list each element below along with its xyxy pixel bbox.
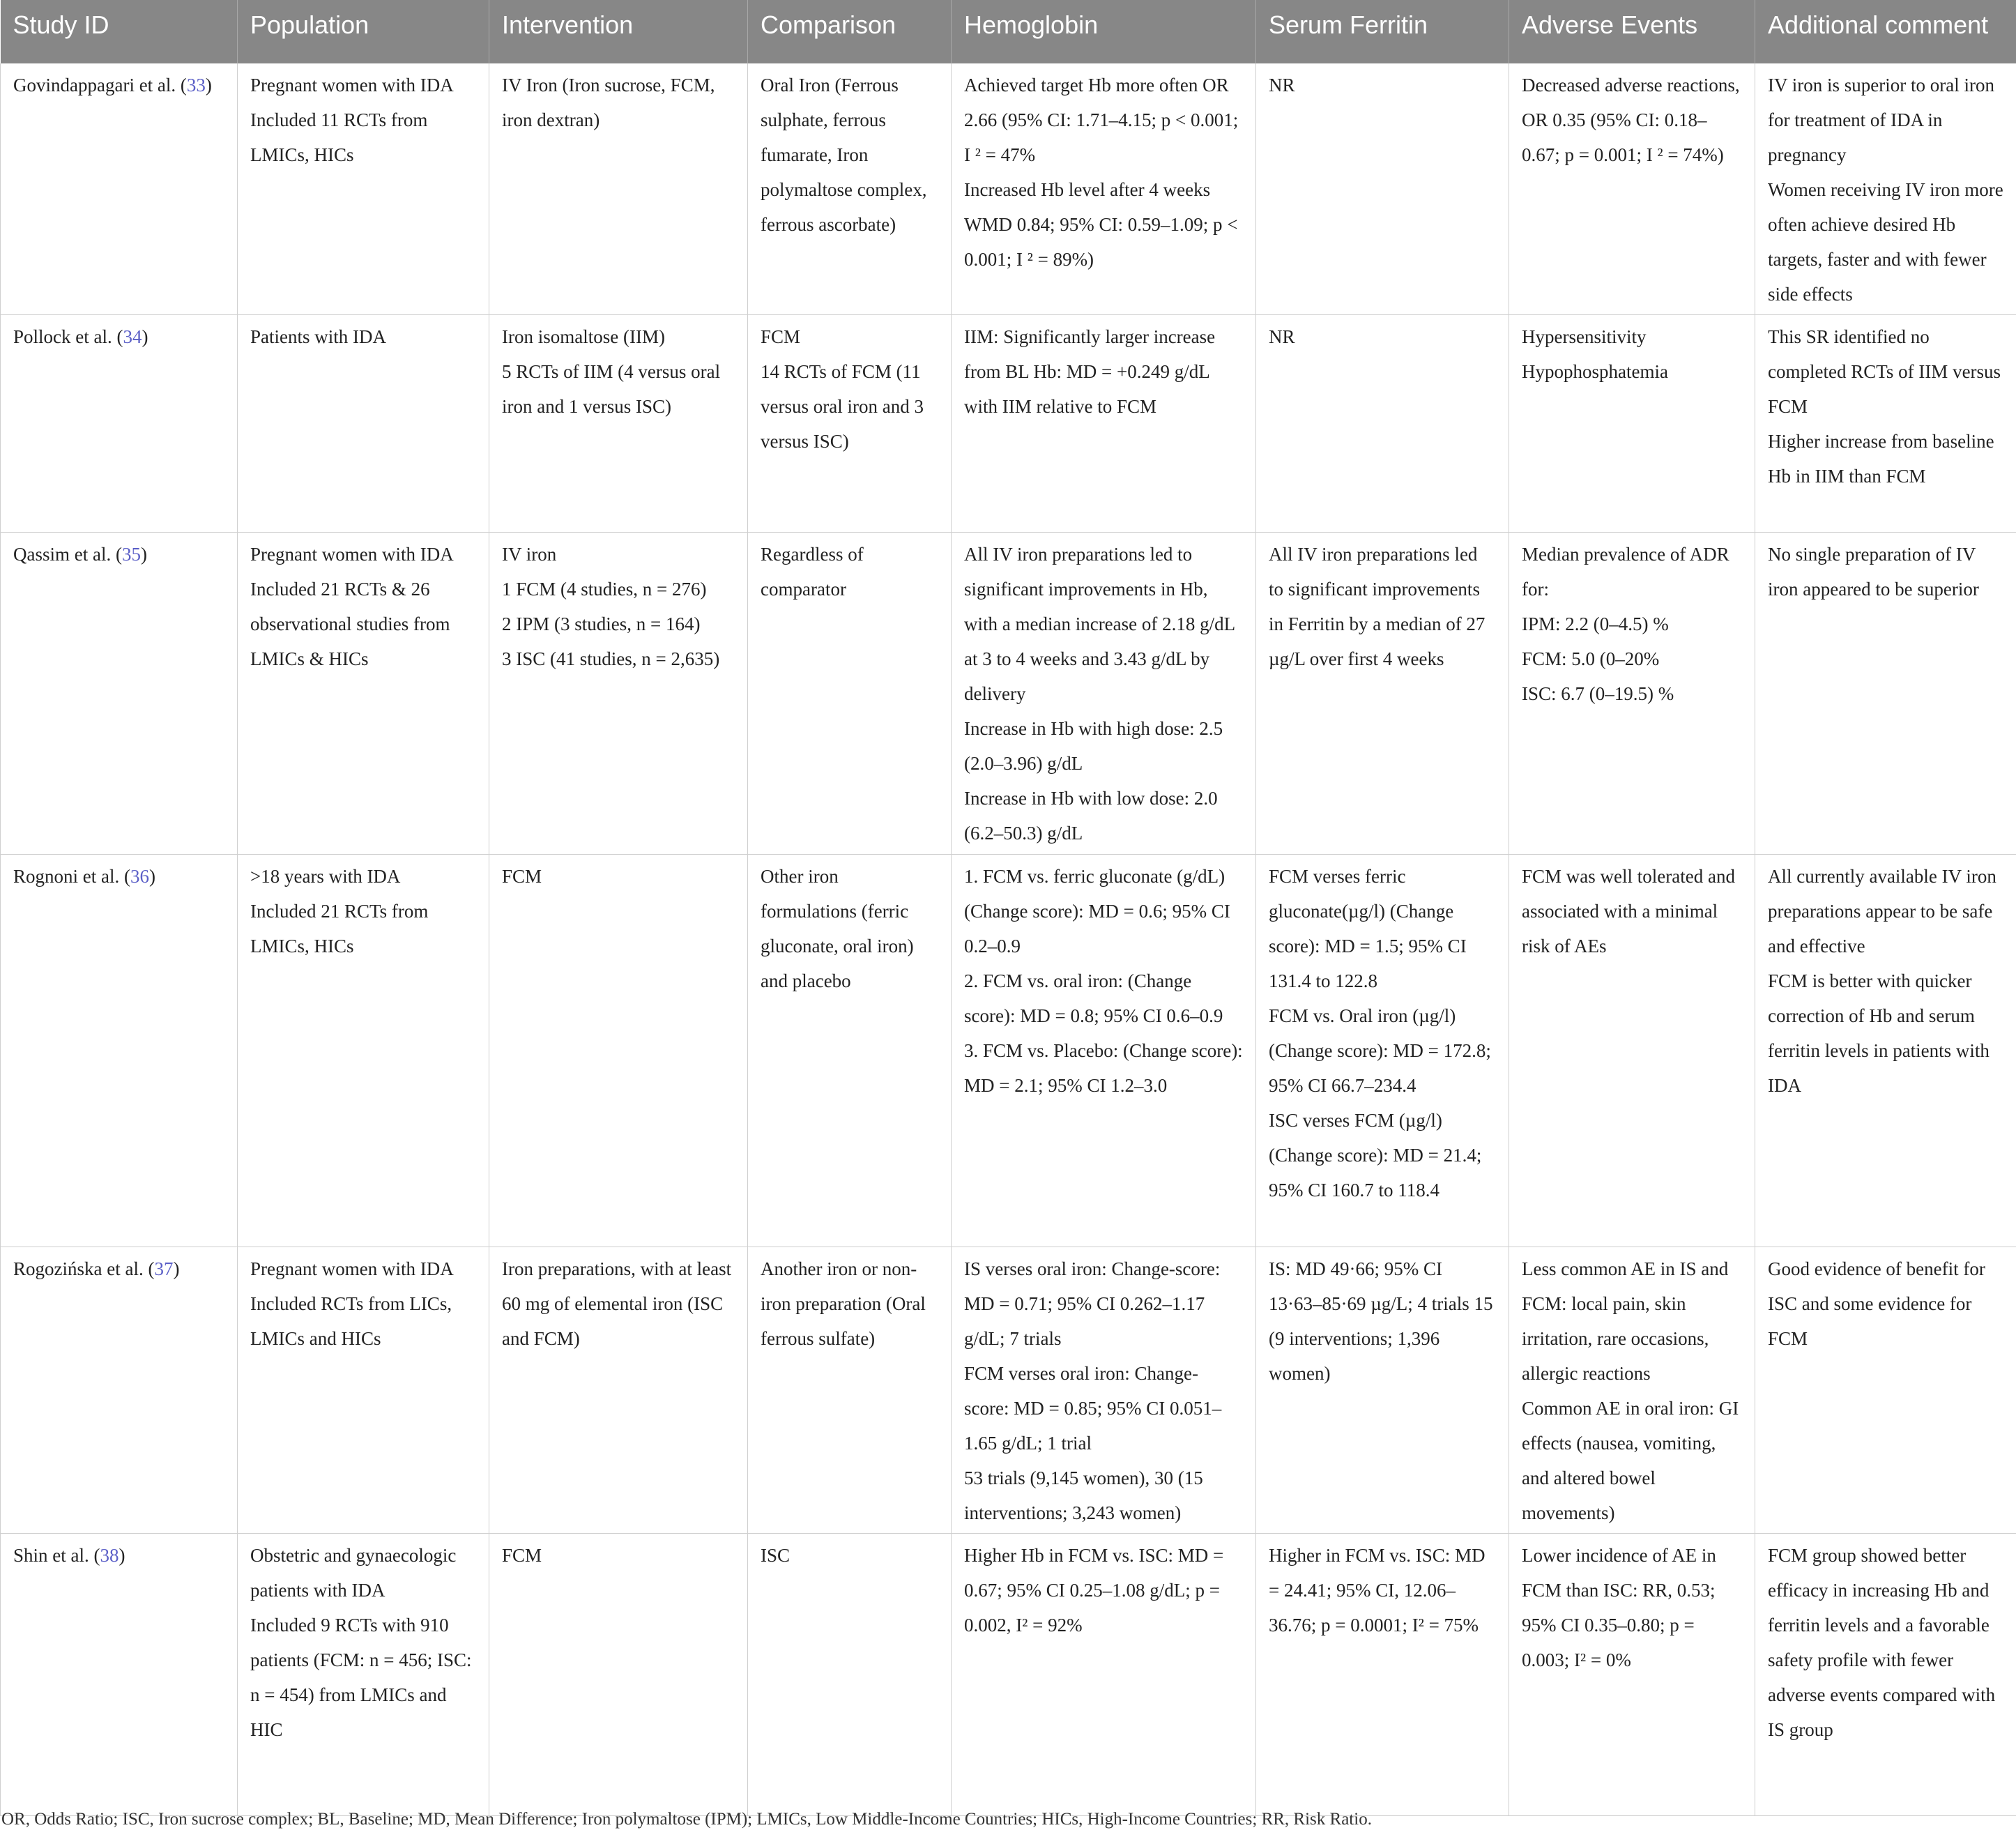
intervention-text: IV iron [502, 544, 557, 565]
table-row [1, 1247, 2016, 1534]
hemoglobin-cell [952, 533, 1256, 855]
population-text: Pregnant women with IDA [250, 1258, 454, 1279]
study-id-cell: Pollock et al. (34) [1, 315, 238, 533]
population-text: >18 years with IDA [250, 866, 401, 887]
comparison-text: Another iron or non-iron preparation (Oral ferrous sulfate) [761, 1258, 926, 1349]
reference-link[interactable]: 38 [100, 1545, 119, 1566]
column-header-additional-comment: Additional comment [1755, 0, 2016, 63]
intervention-text: FCM [502, 866, 542, 887]
hemoglobin-cell [952, 1534, 1256, 1816]
comment-text: IV iron is superior to oral iron for treatment of IDA in pregnancy [1768, 75, 1994, 165]
population-cell [238, 1534, 489, 1816]
hemoglobin-cell [952, 1247, 1256, 1534]
column-header-hemoglobin: Hemoglobin [952, 0, 1256, 63]
population-text: Obstetric and gynaecologic patients with IDA [250, 1545, 457, 1601]
adverse-text: FCM was well tolerated and associated with a minimal risk of AEs [1522, 866, 1735, 956]
comparison-cell [748, 63, 952, 315]
study-name: Qassim et al. [13, 544, 112, 565]
ferritin-text: NR [1269, 75, 1295, 96]
study-id-cell: Shin et al. (38) [1, 1534, 238, 1816]
population-text: Pregnant women with IDA [250, 75, 454, 96]
comment-text: No single preparation of IV iron appeared to be superior [1768, 544, 1979, 600]
intervention-text: Iron isomaltose (IIM) [502, 326, 665, 347]
adverse-text: Lower incidence of AE in FCM than ISC: RR, 0.53; 95% CI 0.35–0.80; p = 0.003; I² = 0% [1522, 1545, 1716, 1670]
reference-link[interactable]: 37 [154, 1258, 174, 1279]
population-cell [238, 63, 489, 315]
population-cell [238, 855, 489, 1247]
comparison-text: 14 RCTs of FCM (11 versus oral iron and 3 versus ISC) [761, 361, 924, 452]
adverse-cell [1509, 315, 1755, 533]
hemoglobin-cell [952, 315, 1256, 533]
comment-cell [1755, 315, 2016, 533]
hemoglobin-text: 53 trials (9,145 women), 30 (15 interventions; 3,243 women) [964, 1468, 1203, 1523]
study-id-cell: Govindappagari et al. (33) [1, 63, 238, 315]
intervention-text: 5 RCTs of IIM (4 versus oral iron and 1 versus ISC) [502, 361, 721, 417]
adverse-cell [1509, 855, 1755, 1247]
study-name: Shin et al. [13, 1545, 89, 1566]
comparison-cell [748, 1247, 952, 1534]
hemoglobin-cell [952, 63, 1256, 315]
adverse-text: Decreased adverse reactions, OR 0.35 (95% CI: 0.18–0.67; p = 0.001; I ² = 74%) [1522, 75, 1740, 165]
population-text: Included 9 RCTs with 910 patients (FCM: n = 456; ISC: n = 454) from LMICs and HIC [250, 1615, 472, 1740]
column-header-population: Population [238, 0, 489, 63]
ferritin-text: Higher in FCM vs. ISC: MD = 24.41; 95% CI, 12.06–36.76; p = 0.0001; I² = 75% [1269, 1545, 1486, 1636]
adverse-cell [1509, 1534, 1755, 1816]
intervention-text: 3 ISC (41 studies, n = 2,635) [502, 648, 720, 669]
population-cell [238, 315, 489, 533]
comparison-cell [748, 533, 952, 855]
study-id-cell: Qassim et al. (35) [1, 533, 238, 855]
hemoglobin-text: 2. FCM vs. oral iron: (Change score): MD = 0.8; 95% CI 0.6–0.9 [964, 970, 1223, 1026]
intervention-text: 1 FCM (4 studies, n = 276) [502, 579, 707, 600]
comparison-text: Regardless of comparator [761, 544, 864, 600]
table-row [1, 533, 2016, 855]
comment-text: Women receiving IV iron more often achieve desired Hb targets, faster and with fewer side effects [1768, 179, 2003, 305]
hemoglobin-text: Increased Hb level after 4 weeks WMD 0.84; 95% CI: 0.59–1.09; p < 0.001; I ² = 89%) [964, 179, 1238, 270]
column-header-serum-ferritin: Serum Ferritin [1256, 0, 1509, 63]
ferritin-cell [1256, 1247, 1509, 1534]
ferritin-cell [1256, 533, 1509, 855]
population-cell [238, 533, 489, 855]
intervention-text: 2 IPM (3 studies, n = 164) [502, 613, 701, 634]
ferritin-text: FCM vs. Oral iron (µg/l) (Change score): MD = 172.8; 95% CI 66.7–234.4 [1269, 1005, 1491, 1096]
adverse-text: ISC: 6.7 (0–19.5) % [1522, 683, 1674, 704]
comment-text: Good evidence of benefit for ISC and some evidence for FCM [1768, 1258, 1985, 1349]
comment-cell [1755, 855, 2016, 1247]
hemoglobin-cell [952, 855, 1256, 1247]
population-text: Patients with IDA [250, 326, 386, 347]
adverse-cell [1509, 1247, 1755, 1534]
comment-cell [1755, 1247, 2016, 1534]
intervention-cell [489, 855, 748, 1247]
reference-link[interactable]: 35 [121, 544, 141, 565]
comment-text: FCM group showed better efficacy in increasing Hb and ferritin levels and a favorable safety profile with fewer adverse events compared with IS group [1768, 1545, 1996, 1740]
population-text: Included 21 RCTs from LMICs, HICs [250, 901, 429, 956]
ferritin-cell [1256, 855, 1509, 1247]
comment-cell [1755, 63, 2016, 315]
table-row [1, 315, 2016, 533]
ferritin-text: NR [1269, 326, 1295, 347]
hemoglobin-text: Increase in Hb with high dose: 2.5 (2.0–3.96) g/dL [964, 718, 1223, 774]
table-row [1, 855, 2016, 1247]
reference-link[interactable]: 36 [130, 866, 149, 887]
adverse-cell [1509, 63, 1755, 315]
column-header-comparison: Comparison [748, 0, 952, 63]
hemoglobin-text: Higher Hb in FCM vs. ISC: MD = 0.67; 95% CI 0.25–1.08 g/dL; p = 0.002, I² = 92% [964, 1545, 1224, 1636]
ferritin-text: FCM verses ferric gluconate(µg/l) (Change score): MD = 1.5; 95% CI 131.4 to 122.8 [1269, 866, 1467, 991]
reference-link[interactable]: 33 [186, 75, 206, 96]
adverse-text: FCM: 5.0 (0–20% [1522, 648, 1660, 669]
column-header-adverse-events: Adverse Events [1509, 0, 1755, 63]
intervention-text: Iron preparations, with at least 60 mg of elemental iron (ISC and FCM) [502, 1258, 732, 1349]
comment-cell [1755, 533, 2016, 855]
comment-text: Higher increase from baseline Hb in IIM than FCM [1768, 431, 1994, 487]
hemoglobin-text: All IV iron preparations led to significant improvements in Hb, with a median increase of 2.18 g/dL at 3 to 4 weeks and 3.43 g/dL by delivery [964, 544, 1235, 704]
comment-text: This SR identified no completed RCTs of IIM versus FCM [1768, 326, 2001, 417]
hemoglobin-text: 1. FCM vs. ferric gluconate (g/dL)(Change score): MD = 0.6; 95% CI 0.2–0.9 [964, 866, 1230, 956]
adverse-text: Median prevalence of ADR for: [1522, 544, 1729, 600]
comparison-cell [748, 1534, 952, 1816]
comparison-cell [748, 315, 952, 533]
hemoglobin-text: IIM: Significantly larger increase from BL Hb: MD = +0.249 g/dL with IIM relative to FCM [964, 326, 1216, 417]
population-cell [238, 1247, 489, 1534]
intervention-text: FCM [502, 1545, 542, 1566]
column-header-study-id: Study ID [1, 0, 238, 63]
population-text: Included RCTs from LICs, LMICs and HICs [250, 1293, 452, 1349]
adverse-text: Hypophosphatemia [1522, 361, 1668, 382]
comparison-text: FCM [761, 326, 801, 347]
column-header-intervention: Intervention [489, 0, 748, 63]
intervention-cell [489, 63, 748, 315]
hemoglobin-text: Achieved target Hb more often OR 2.66 (95% CI: 1.71–4.15; p < 0.001; I ² = 47% [964, 75, 1239, 165]
comparison-text: ISC [761, 1545, 791, 1566]
comparison-text: Other iron formulations (ferric gluconate, oral iron) and placebo [761, 866, 914, 991]
comment-text: FCM is better with quicker correction of Hb and serum ferritin levels in patients with IDA [1768, 970, 1990, 1096]
ferritin-cell [1256, 1534, 1509, 1816]
adverse-text: Common AE in oral iron: GI effects (nausea, vomiting, and altered bowel movements) [1522, 1398, 1739, 1523]
hemoglobin-text: Increase in Hb with low dose: 2.0 (6.2–50.3) g/dL [964, 788, 1218, 844]
population-text: Included 11 RCTs from LMICs, HICs [250, 109, 428, 165]
header-row [1, 0, 2016, 63]
intervention-cell [489, 533, 748, 855]
intervention-cell [489, 315, 748, 533]
comparison-cell [748, 855, 952, 1247]
hemoglobin-text: 3. FCM vs. Placebo: (Change score): MD = 2.1; 95% CI 1.2–3.0 [964, 1040, 1243, 1096]
adverse-cell [1509, 533, 1755, 855]
intervention-cell [489, 1534, 748, 1816]
ferritin-text: All IV iron preparations led to significant improvements in Ferritin by a median of 27 µg/L over first 4 weeks [1269, 544, 1486, 669]
comment-text: All currently available IV iron preparations appear to be safe and effective [1768, 866, 1996, 956]
ferritin-text: IS: MD 49·66; 95% CI 13·63–85·69 µg/L; 4 trials 15 (9 interventions; 1,396 women) [1269, 1258, 1493, 1384]
table-body [1, 63, 2016, 1816]
intervention-text: IV Iron (Iron sucrose, FCM, iron dextran) [502, 75, 715, 130]
reference-link[interactable]: 34 [123, 326, 142, 347]
comparison-text: Oral Iron (Ferrous sulphate, ferrous fumarate, Iron polymaltose complex, ferrous ascorbate) [761, 75, 927, 235]
table-footnote: OR, Odds Ratio; ISC, Iron sucrose complex; BL, Baseline; MD, Mean Difference; Iron polymaltose (IPM); LMICs, Low Middle-Income Countries; HICs, High-Income Countries; RR, Risk Ratio. [1, 1810, 1372, 1829]
ferritin-cell [1256, 63, 1509, 315]
population-text: Pregnant women with IDA [250, 544, 454, 565]
study-id-cell: Rognoni et al. (36) [1, 855, 238, 1247]
adverse-text: Less common AE in IS and FCM: local pain, skin irritation, rare occasions, allergic reactions [1522, 1258, 1729, 1384]
table-row [1, 63, 2016, 315]
ferritin-cell [1256, 315, 1509, 533]
study-name: Rognoni et al. [13, 866, 120, 887]
comment-cell [1755, 1534, 2016, 1816]
study-name: Rogozińska et al. [13, 1258, 144, 1279]
intervention-cell [489, 1247, 748, 1534]
ferritin-text: ISC verses FCM (µg/l) (Change score): MD = 21.4; 95% CI 160.7 to 118.4 [1269, 1110, 1482, 1200]
adverse-text: Hypersensitivity [1522, 326, 1647, 347]
adverse-text: IPM: 2.2 (0–4.5) % [1522, 613, 1669, 634]
table-row [1, 1534, 2016, 1816]
population-text: Included 21 RCTs & 26 observational studies from LMICs & HICs [250, 579, 450, 669]
hemoglobin-text: FCM verses oral iron: Change-score: MD = 0.85; 95% CI 0.051–1.65 g/dL; 1 trial [964, 1363, 1222, 1454]
study-name: Pollock et al. [13, 326, 112, 347]
study-name: Govindappagari et al. [13, 75, 176, 96]
hemoglobin-text: IS verses oral iron: Change-score: MD = 0.71; 95% CI 0.262–1.17 g/dL; 7 trials [964, 1258, 1221, 1349]
study-id-cell: Rogozińska et al. (37) [1, 1247, 238, 1534]
